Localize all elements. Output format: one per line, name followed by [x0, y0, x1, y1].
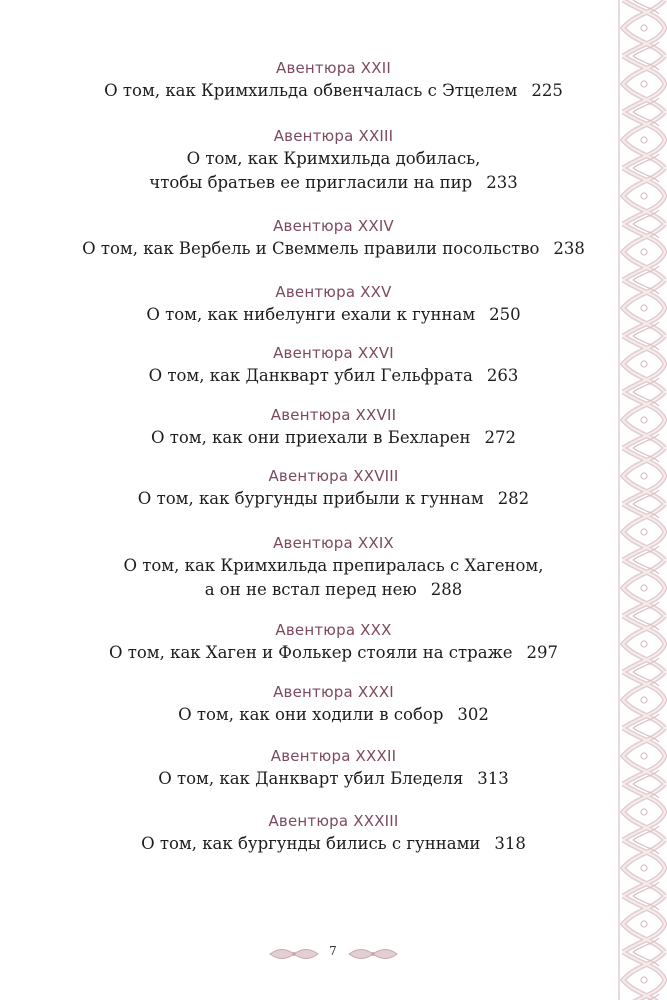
chapter-label: Авентюра XXX: [275, 621, 392, 639]
toc-entry: [0, 281, 667, 327]
chapter-title-text: О том, как Данкварт убил Бледеля: [158, 769, 464, 788]
toc-entry: [0, 465, 667, 511]
chapter-page-number: 282: [497, 489, 530, 508]
chapter-label: Авентюра XXV: [275, 283, 392, 301]
chapter-page-number: 313: [477, 769, 509, 788]
chapter-title-text: О том, как Кримхильда обвенчалась с Этцелем: [104, 81, 518, 100]
chapter-page-number: 297: [526, 643, 559, 662]
chapter-title-text: О том, как Данкварт убил Гельфрата: [148, 366, 473, 385]
chapter-title-text: О том, как бургунды прибыли к гуннам: [137, 489, 484, 508]
chapter-title-line: [0, 641, 667, 665]
chapter-title-line: [0, 767, 667, 791]
chapter-title-line: [0, 487, 667, 511]
chapter-page-number: 238: [553, 239, 585, 258]
chapter-label: Авентюра XXIV: [273, 217, 394, 235]
chapter-title-line: [0, 364, 667, 388]
toc-entry: [0, 681, 667, 727]
chapter-title-line: [0, 426, 667, 450]
page-number: 7: [329, 944, 337, 958]
chapter-title-line: [0, 578, 667, 602]
chapter-title-line: [0, 554, 667, 578]
chapter-title-line: [0, 79, 667, 103]
chapter-title-text: О том, как нибелунги ехали к гуннам: [146, 305, 476, 324]
chapter-title-text: О том, как Хаген и Фолькер стояли на страже: [108, 643, 513, 662]
chapter-page-number: 233: [486, 173, 518, 192]
chapter-label: Авентюра XXXII: [270, 747, 397, 765]
toc-entry: [0, 215, 667, 261]
chapter-title-line: [0, 832, 667, 856]
chapter-page-number: 302: [457, 705, 489, 724]
left-footer-ornament-icon: [268, 946, 320, 962]
chapter-page-number: 288: [430, 580, 463, 599]
toc-entry: [0, 125, 667, 195]
toc-entry: [0, 619, 667, 665]
toc-entry: [0, 404, 667, 450]
chapter-page-number: 272: [484, 428, 517, 447]
chapter-title-line: [0, 171, 667, 195]
toc-entry: [0, 57, 667, 103]
chapter-title-text: чтобы братьев ее пригласили на пир: [149, 173, 473, 192]
chapter-label: Авентюра XXVIII: [268, 467, 399, 485]
chapter-label: Авентюра XXXI: [273, 683, 394, 701]
chapter-label: Авентюра XXXIII: [268, 812, 399, 830]
chapter-label: Авентюра XXVII: [270, 406, 397, 424]
chapter-title-line: [0, 147, 667, 171]
chapter-title-line: [0, 303, 667, 327]
chapter-title-text: О том, как они приехали в Бехларен: [150, 428, 471, 447]
toc-entry: [0, 745, 667, 791]
right-footer-ornament-icon: [347, 946, 399, 962]
chapter-title-text: О том, как Вербель и Свеммель правили посольство: [82, 239, 540, 258]
toc-entry: [0, 342, 667, 388]
toc-entry: [0, 532, 667, 602]
chapter-title-line: [0, 703, 667, 727]
chapter-page-number: 318: [494, 834, 526, 853]
chapter-title-line: [0, 237, 667, 261]
page-footer: [0, 942, 667, 966]
chapter-label: Авентюра XXIX: [273, 534, 394, 552]
braided-border-ornament: [615, 0, 667, 1000]
chapter-page-number: 250: [489, 305, 521, 324]
chapter-title-text: О том, как Кримхильда препиралась с Хагеном,: [123, 556, 544, 575]
chapter-title-text: О том, как бургунды бились с гуннами: [141, 834, 481, 853]
chapter-label: Авентюра XXVI: [273, 344, 394, 362]
chapter-label: Авентюра XXII: [276, 59, 391, 77]
chapter-page-number: 225: [531, 81, 563, 100]
chapter-title-text: О том, как они ходили в собор: [178, 705, 444, 724]
chapter-page-number: 263: [486, 366, 519, 385]
chapter-label: Авентюра XXIII: [273, 127, 394, 145]
chapter-title-text: а он не встал перед нею: [204, 580, 417, 599]
chapter-title-text: О том, как Кримхильда добилась,: [186, 149, 481, 168]
toc-entry: [0, 810, 667, 856]
